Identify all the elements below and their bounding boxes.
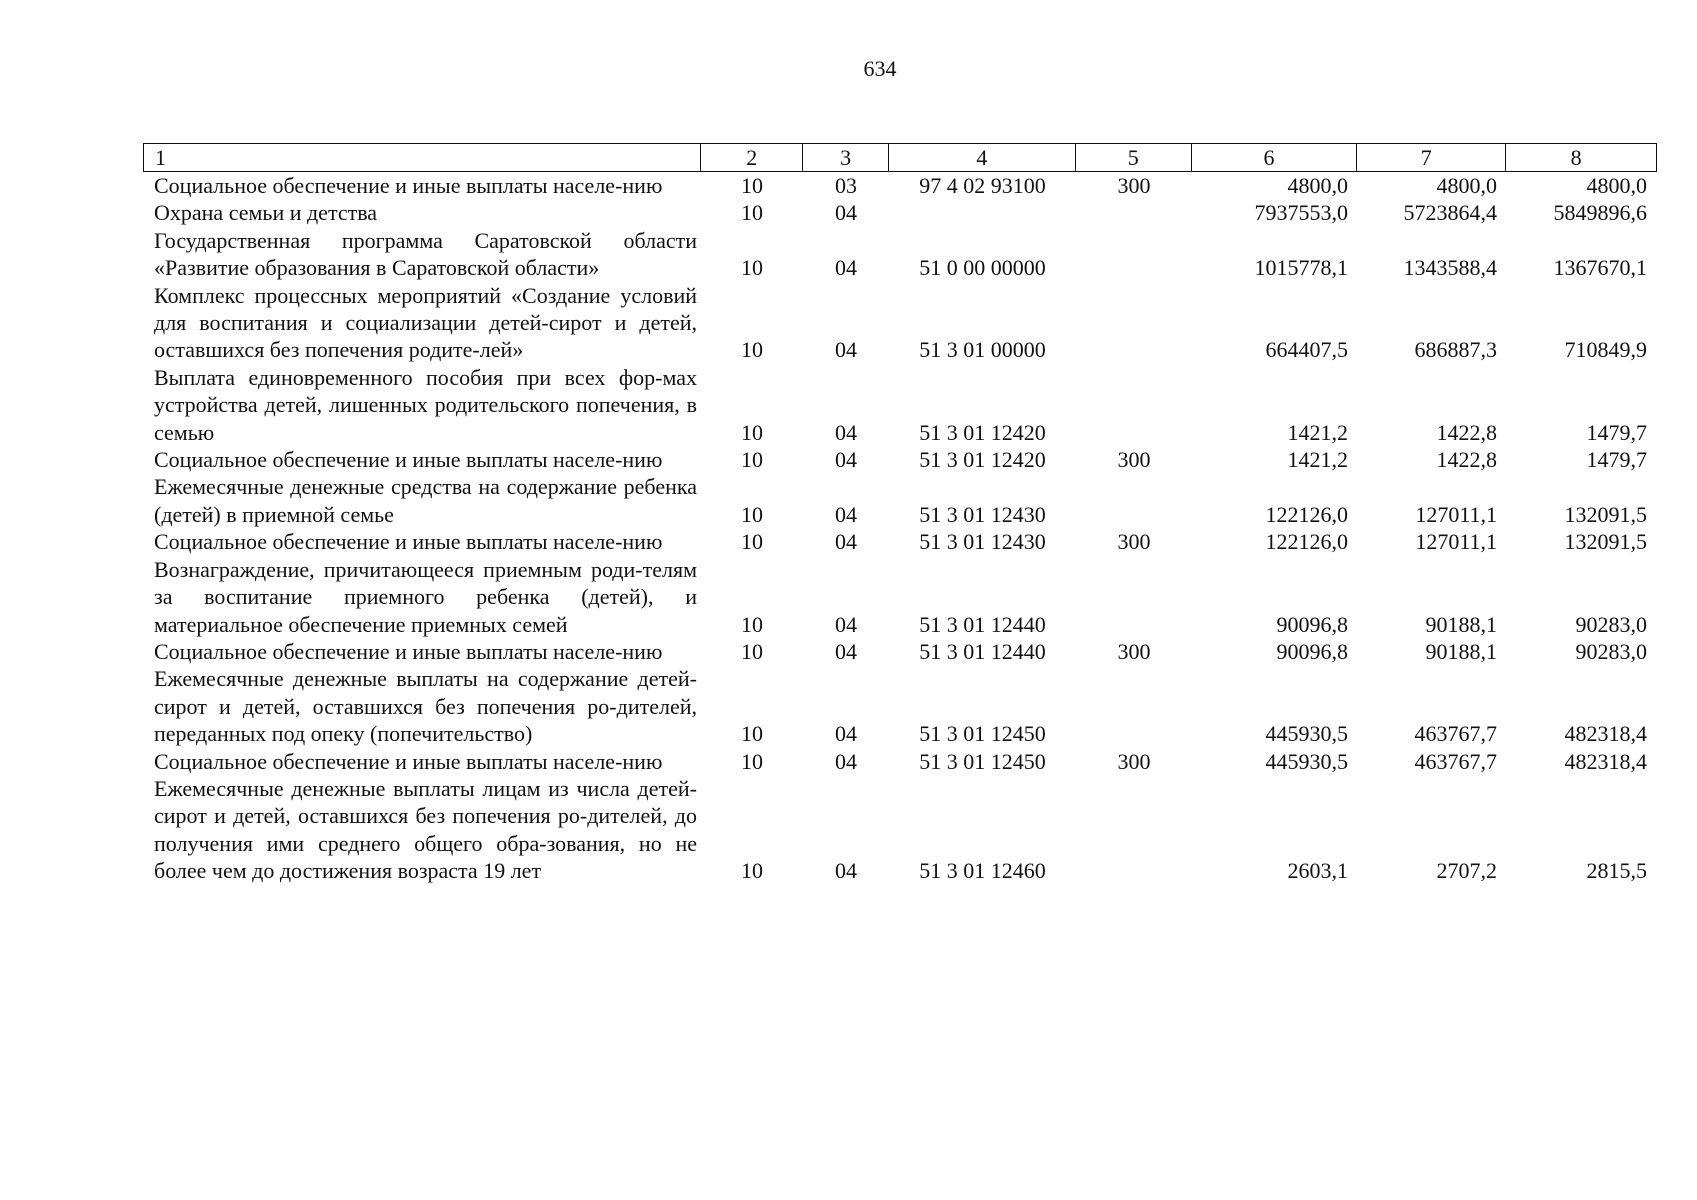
row-subsection-code: 04 — [835, 255, 857, 281]
row-expense-type: 300 — [1117, 173, 1151, 198]
row-expense-type: 300 — [1117, 529, 1151, 555]
row-subsection-code: 03 — [835, 173, 857, 198]
row-amount-3: 1367670,1 — [1553, 255, 1647, 281]
row-amount-3: 482318,4 — [1564, 721, 1647, 747]
row-subsection-code: 04 — [835, 447, 857, 473]
row-target-article: 51 3 01 12450 — [919, 721, 1046, 747]
row-subsection-code: 04 — [835, 501, 857, 527]
row-section-code: 10 — [741, 638, 763, 664]
row-amount-3: 482318,4 — [1564, 748, 1647, 774]
row-target-article: 51 3 01 12430 — [919, 501, 1046, 527]
row-description: Выплата единовременного пособия при всех фор-мах устройства детей, лишенных родительского попечения, в семью — [154, 364, 697, 445]
row-amount-1: 445930,5 — [1265, 748, 1348, 774]
table-body — [143, 172, 1657, 885]
row-amount-1: 122126,0 — [1265, 529, 1348, 555]
row-description: Охрана семьи и детства — [154, 200, 378, 226]
row-target-article: 51 0 00 00000 — [919, 255, 1046, 281]
row-section-code: 10 — [741, 858, 763, 884]
row-amount-1: 1015778,1 — [1254, 255, 1348, 281]
row-section-code: 10 — [741, 529, 763, 555]
row-amount-3: 1479,7 — [1586, 447, 1647, 473]
row-target-article: 51 3 01 00000 — [919, 337, 1046, 363]
row-amount-2: 1422,8 — [1436, 447, 1497, 473]
row-section-code: 10 — [741, 748, 763, 774]
row-amount-3: 710849,9 — [1564, 337, 1647, 363]
row-section-code: 10 — [741, 611, 763, 637]
row-amount-3: 2815,5 — [1586, 858, 1647, 884]
row-description: Ежемесячные денежные средства на содержание ребенка (детей) в приемной семье — [154, 474, 697, 527]
table-row — [143, 473, 1657, 528]
row-subsection-code: 04 — [835, 721, 857, 747]
column-header-8: 8 — [1570, 145, 1582, 170]
row-section-code: 10 — [741, 447, 763, 473]
row-amount-3: 4800,0 — [1586, 173, 1647, 198]
row-amount-2: 127011,1 — [1415, 501, 1497, 527]
row-section-code: 10 — [741, 721, 763, 747]
table-row — [143, 748, 1657, 775]
row-amount-3: 132091,5 — [1564, 529, 1647, 555]
table-row — [143, 665, 1657, 747]
column-header-4: 4 — [889, 144, 1076, 171]
table-row — [143, 172, 1657, 199]
row-amount-2: 2707,2 — [1436, 858, 1497, 884]
row-description: Социальное обеспечение и иные выплаты населе-нию — [154, 748, 663, 774]
column-header-5: 5 — [1076, 144, 1192, 171]
row-amount-3: 1479,7 — [1586, 419, 1647, 445]
table-row — [143, 227, 1657, 282]
row-subsection-code: 04 — [835, 200, 857, 226]
column-header-2: 2 — [701, 144, 803, 171]
row-amount-3: 90283,0 — [1575, 638, 1647, 664]
row-subsection-code: 04 — [835, 529, 857, 555]
row-amount-1: 90096,8 — [1276, 638, 1348, 664]
table-row — [143, 775, 1657, 885]
row-amount-2: 463767,7 — [1414, 721, 1497, 747]
row-amount-2: 127011,1 — [1415, 529, 1497, 555]
row-subsection-code: 04 — [835, 419, 857, 445]
column-header-6: 6 — [1192, 144, 1358, 171]
table-row — [143, 446, 1657, 473]
row-amount-1: 1421,2 — [1287, 419, 1348, 445]
table-row — [143, 528, 1657, 555]
row-amount-1: 2603,1 — [1287, 858, 1348, 884]
table-row — [143, 638, 1657, 665]
row-description: Государственная программа Саратовской области «Развитие образования в Саратовской области» — [154, 227, 697, 281]
row-description: Ежемесячные денежные выплаты лицам из числа детей-сирот и детей, оставшихся без попечения ро-дителей, до получения ими среднего общего обра-зования, но не более чем до достижения возраста 19 лет — [154, 775, 697, 884]
row-section-code: 10 — [741, 255, 763, 281]
row-amount-2: 686887,3 — [1414, 337, 1497, 363]
row-amount-1: 664407,5 — [1265, 337, 1348, 363]
row-amount-2: 1343588,4 — [1403, 255, 1497, 281]
row-target-article: 51 3 01 12420 — [919, 447, 1046, 473]
row-expense-type: 300 — [1117, 447, 1151, 473]
row-description: Вознаграждение, причитающееся приемным роди-телям за воспитание приемного ребенка (детей), и материальное обеспечение приемных семей — [154, 556, 697, 637]
row-description: Социальное обеспечение и иные выплаты населе-нию — [154, 447, 663, 473]
row-amount-1: 1421,2 — [1287, 447, 1348, 473]
row-description: Социальное обеспечение и иные выплаты населе-нию — [154, 173, 663, 198]
row-subsection-code: 04 — [835, 638, 857, 664]
row-amount-3: 90283,0 — [1575, 611, 1647, 637]
row-amount-1: 7937553,0 — [1254, 200, 1348, 226]
table-header — [143, 143, 1657, 172]
row-section-code: 10 — [741, 200, 763, 226]
row-amount-1: 122126,0 — [1265, 501, 1348, 527]
row-amount-2: 1422,8 — [1436, 419, 1497, 445]
row-expense-type: 300 — [1117, 748, 1151, 774]
row-section-code: 10 — [741, 337, 763, 363]
row-subsection-code: 04 — [835, 337, 857, 363]
row-expense-type: 300 — [1117, 638, 1151, 664]
row-subsection-code: 04 — [835, 858, 857, 884]
row-amount-2: 463767,7 — [1414, 748, 1497, 774]
page-number: 634 — [863, 56, 897, 81]
row-description: Комплекс процессных мероприятий «Создание условий для воспитания и социализации детей-сирот и детей, оставшихся без попечения родите-лей» — [154, 282, 697, 363]
row-target-article: 51 3 01 12450 — [919, 748, 1046, 774]
row-target-article: 51 3 01 12460 — [919, 858, 1046, 884]
row-section-code: 10 — [741, 501, 763, 527]
row-target-article: 97 4 02 93100 — [919, 173, 1046, 198]
row-target-article: 51 3 01 12420 — [919, 419, 1046, 445]
row-amount-1: 445930,5 — [1265, 721, 1348, 747]
row-amount-1: 90096,8 — [1276, 611, 1348, 637]
row-target-article: 51 3 01 12440 — [919, 611, 1046, 637]
column-header-7: 7 — [1357, 144, 1506, 171]
column-header-3: 3 — [803, 144, 889, 171]
row-subsection-code: 04 — [835, 748, 857, 774]
row-description: Социальное обеспечение и иные выплаты населе-нию — [154, 638, 663, 664]
row-amount-2: 90188,1 — [1425, 611, 1497, 637]
table-row — [143, 199, 1657, 226]
row-amount-3: 5849896,6 — [1553, 200, 1647, 226]
row-subsection-code: 04 — [835, 611, 857, 637]
row-target-article: 51 3 01 12430 — [919, 529, 1046, 555]
table-row — [143, 282, 1657, 364]
row-amount-3: 132091,5 — [1564, 501, 1647, 527]
row-amount-2: 90188,1 — [1425, 638, 1497, 664]
row-description: Ежемесячные денежные выплаты на содержание детей-сирот и детей, оставшихся без попечения ро-дителей, переданных под опеку (попечительство) — [154, 666, 697, 747]
column-header-1: 1 — [144, 144, 701, 171]
table-row — [143, 364, 1657, 446]
row-amount-1: 4800,0 — [1287, 173, 1348, 198]
row-section-code: 10 — [741, 419, 763, 445]
row-target-article: 51 3 01 12440 — [919, 638, 1046, 664]
row-amount-2: 4800,0 — [1436, 173, 1497, 198]
row-amount-2: 5723864,4 — [1403, 200, 1497, 226]
row-description: Социальное обеспечение и иные выплаты населе-нию — [154, 529, 663, 555]
row-section-code: 10 — [741, 173, 763, 198]
table-row — [143, 556, 1657, 638]
